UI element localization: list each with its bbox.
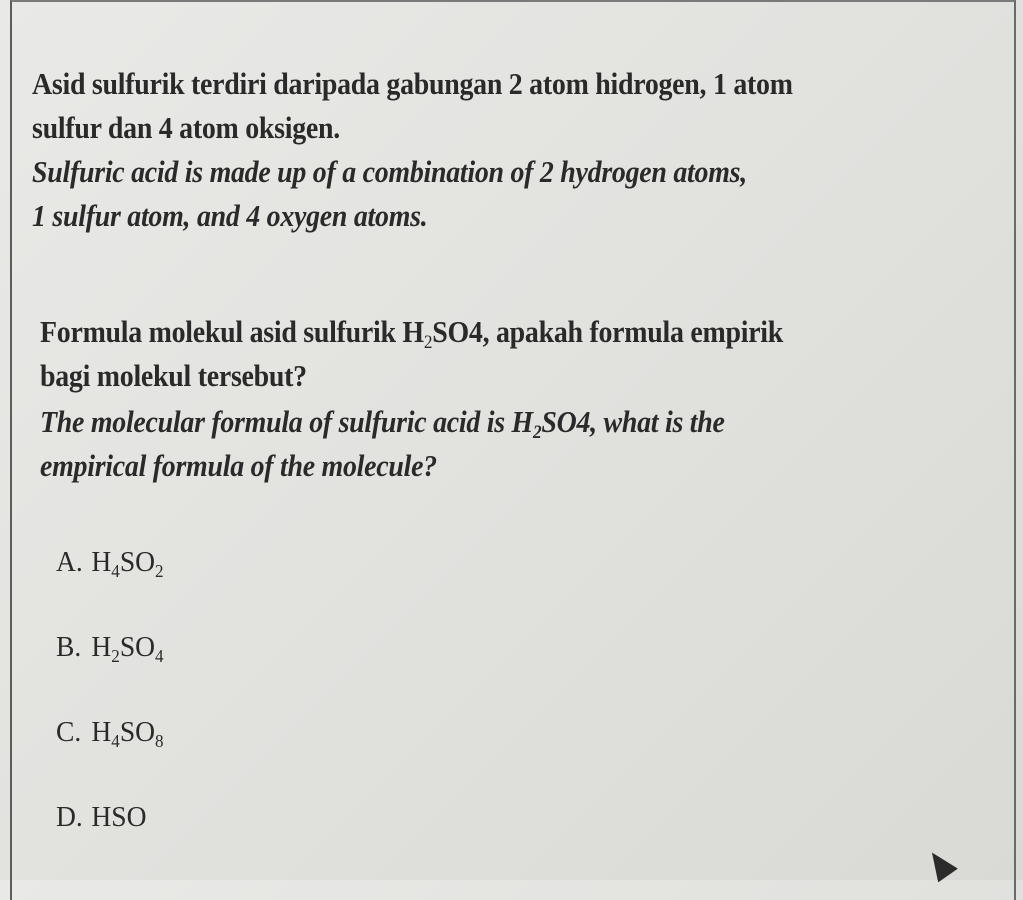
- question-malay-subscript: 2: [423, 332, 433, 353]
- option-b-sub-o: 4: [155, 646, 164, 666]
- intro-english-line-1: Sulfuric acid is made up of a combination of 2 hydrogen atoms,: [32, 154, 747, 189]
- question-english-subscript: 2: [532, 422, 542, 443]
- question-malay-line-2: bagi molekul tersebut?: [40, 358, 307, 393]
- option-a[interactable]: [56, 540, 164, 625]
- intro-malay-line-1: Asid sulfurik terdiri daripada gabungan 2 atom hidrogen, 1 atom: [32, 66, 793, 101]
- option-a-letter: A.: [56, 546, 83, 578]
- option-c-element-h: H: [91, 716, 112, 748]
- option-d-letter: D.: [56, 801, 83, 833]
- option-a-element-so: SO: [119, 546, 156, 578]
- answer-options: [56, 540, 169, 880]
- option-a-element-h: H: [91, 546, 112, 578]
- question-english-line-1: [40, 400, 886, 444]
- option-b-element-so: SO: [119, 631, 156, 663]
- option-c-element-so: SO: [119, 716, 156, 748]
- option-b-sub-h: 2: [111, 646, 120, 666]
- question-english-line-2: empirical formula of the molecule?: [40, 448, 437, 483]
- option-a-sub-h: 4: [111, 561, 120, 581]
- question-stem: [40, 310, 980, 488]
- question-english-text-post: SO4, what is the: [541, 404, 725, 439]
- option-c-sub-h: 4: [111, 731, 120, 751]
- intro-english-line-2: 1 sulfur atom, and 4 oxygen atoms.: [32, 198, 428, 233]
- option-d-formula: HSO: [91, 801, 147, 833]
- option-b-letter: B.: [56, 631, 82, 663]
- intro-malay-line-2: sulfur dan 4 atom oksigen.: [32, 110, 340, 145]
- option-a-sub-o: 2: [155, 561, 164, 581]
- option-c[interactable]: [56, 710, 164, 795]
- option-b-element-h: H: [91, 631, 112, 663]
- intro-text: [32, 62, 992, 238]
- option-d[interactable]: [56, 795, 164, 880]
- question-malay-text-pre: Formula molekul asid sulfurik H: [40, 314, 424, 349]
- question-malay-text-post: SO4, apakah formula empirik: [432, 314, 784, 349]
- option-b[interactable]: [56, 625, 164, 710]
- question-english-text-pre: The molecular formula of sulfuric acid is H: [40, 404, 533, 439]
- question-malay-line-1: [40, 310, 886, 354]
- option-c-letter: C.: [56, 716, 82, 748]
- option-c-sub-o: 8: [155, 731, 164, 751]
